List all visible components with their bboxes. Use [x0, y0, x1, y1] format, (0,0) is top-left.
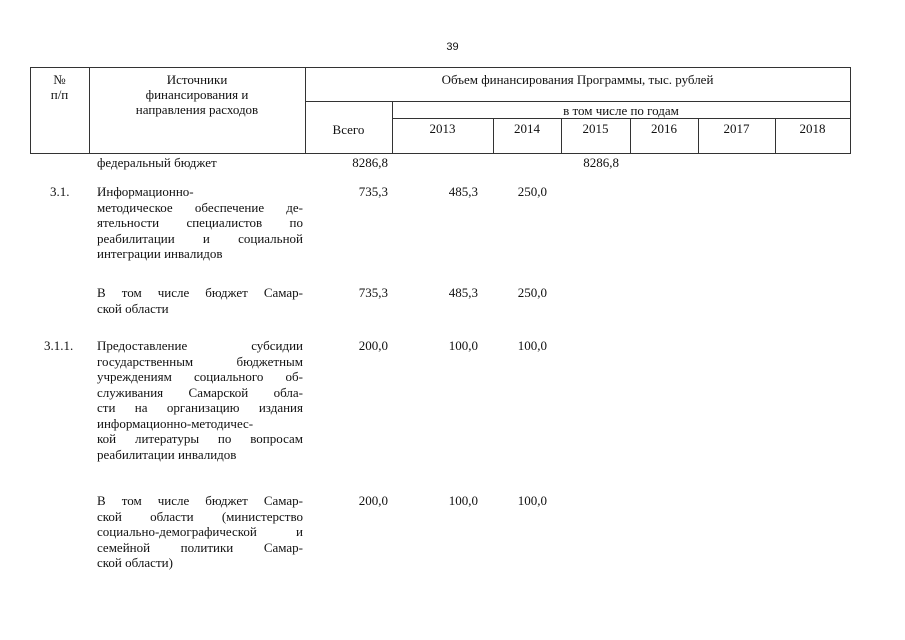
header-year-2015: 2015 — [582, 121, 609, 136]
header-source-line1: Источники — [166, 72, 228, 87]
header-year-2017: 2017 — [723, 121, 750, 136]
row-label-line: ятельности специалистов по — [97, 215, 303, 230]
header-top-border — [30, 67, 850, 68]
row-total: 735,3 — [358, 285, 388, 300]
header-year-2018: 2018 — [799, 121, 826, 136]
row-label-line: кой литературы по вопросам — [97, 431, 303, 446]
row-2013: 100,0 — [448, 338, 478, 353]
header-source-line3: направления расходов — [135, 102, 259, 117]
row-label — [97, 184, 303, 262]
header-year-2013: 2013 — [429, 121, 456, 136]
row-2014: 250,0 — [517, 285, 547, 300]
row-label-line: В том числе бюджет Самар- — [97, 285, 303, 300]
row-label-line: Предоставление субсидии — [97, 338, 303, 353]
row-label-line: учреждениям социального об- — [97, 369, 303, 384]
row-label-line: ской области) — [97, 555, 173, 570]
row-label-line: информационно-методичес- — [97, 415, 254, 431]
row-label-line: В том числе бюджет Самар- — [97, 493, 303, 508]
row-label-line: сти на организацию издания — [97, 400, 303, 415]
header-years-divider — [392, 118, 850, 119]
row-label-line: Информационно- — [97, 184, 194, 199]
row-2014: 100,0 — [517, 493, 547, 508]
header-including: в том числе по годам — [563, 103, 679, 118]
header-year-2014: 2014 — [514, 121, 540, 136]
row-label-line: реабилитации и социальной — [97, 230, 303, 246]
row-total: 8286,8 — [352, 155, 388, 170]
row-label-line: интеграции инвалидов — [97, 246, 223, 261]
header-num-line2: п/п — [50, 87, 69, 102]
row-label-line: служивания Самарской обла- — [97, 384, 303, 400]
header-volume-divider — [305, 101, 850, 102]
row-2013: 485,3 — [448, 184, 478, 199]
header-right-border — [850, 67, 851, 154]
header-num-line1: № — [53, 72, 66, 87]
row-label-line: федеральный бюджет — [97, 155, 217, 170]
row-label — [97, 155, 303, 171]
header-source-line2: финансирования и — [145, 87, 249, 102]
header-bottom-border — [30, 153, 850, 154]
row-label-line: семейной политики Самар- — [97, 539, 303, 555]
row-label-line: ской области — [97, 300, 169, 316]
row-number: 3.1.1. — [44, 338, 74, 353]
page-number: 39 — [446, 41, 459, 53]
row-label-line: методическое обеспечение де- — [97, 199, 303, 215]
row-2013: 485,3 — [448, 285, 478, 300]
row-2014: 250,0 — [517, 184, 547, 199]
row-total: 200,0 — [358, 493, 388, 508]
row-total: 200,0 — [358, 338, 388, 353]
row-label-line: реабилитации инвалидов — [97, 446, 237, 462]
row-2015: 8286,8 — [583, 155, 619, 170]
row-label — [97, 338, 303, 462]
row-2014: 100,0 — [517, 338, 547, 353]
row-label-line: ской области (министерство — [97, 508, 303, 524]
row-label-line: государственным бюджетным — [97, 353, 303, 369]
row-total: 735,3 — [358, 184, 388, 199]
row-label — [97, 285, 303, 316]
row-number: 3.1. — [50, 184, 70, 199]
row-label-line: социально-демографической и — [97, 524, 303, 539]
row-2013: 100,0 — [448, 493, 478, 508]
header-volume: Объем финансирования Программы, тыс. рублей — [441, 72, 714, 87]
row-label — [97, 493, 303, 571]
header-year-2016: 2016 — [651, 121, 677, 136]
header-total: Всего — [332, 122, 365, 137]
